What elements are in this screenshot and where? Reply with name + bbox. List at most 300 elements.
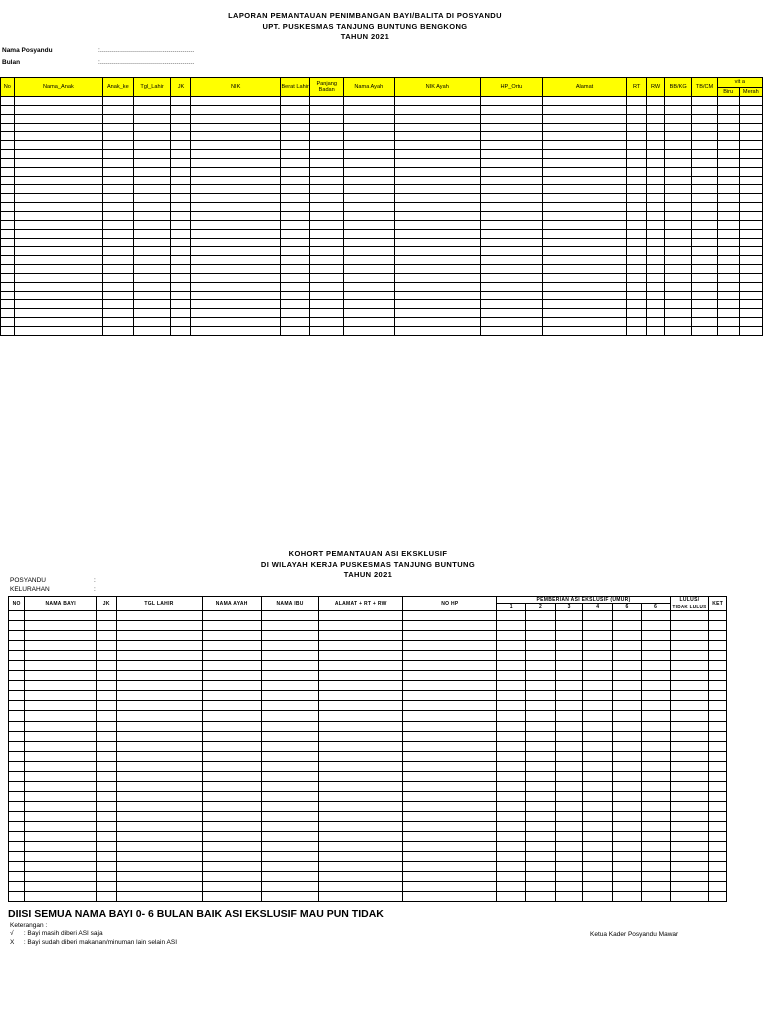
table-cell[interactable] xyxy=(555,621,583,631)
table-cell[interactable] xyxy=(665,185,692,194)
table-cell[interactable] xyxy=(394,203,480,212)
table-cell[interactable] xyxy=(133,167,171,176)
table-cell[interactable] xyxy=(133,150,171,159)
table-cell[interactable] xyxy=(280,273,309,282)
table-cell[interactable] xyxy=(14,309,102,318)
table-cell[interactable] xyxy=(97,711,116,721)
table-cell[interactable] xyxy=(103,167,134,176)
table-cell[interactable] xyxy=(25,791,97,801)
table-cell[interactable] xyxy=(403,751,497,761)
table-cell[interactable] xyxy=(613,731,642,741)
table-cell[interactable] xyxy=(344,123,395,132)
table-cell[interactable] xyxy=(647,300,665,309)
table-cell[interactable] xyxy=(319,741,403,751)
table-cell[interactable] xyxy=(191,203,280,212)
table-cell[interactable] xyxy=(709,852,727,862)
table-cell[interactable] xyxy=(394,220,480,229)
table-cell[interactable] xyxy=(627,318,647,327)
table-cell[interactable] xyxy=(394,282,480,291)
table-cell[interactable] xyxy=(641,731,670,741)
table-cell[interactable] xyxy=(692,123,717,132)
table-cell[interactable] xyxy=(555,892,583,902)
table-cell[interactable] xyxy=(97,821,116,831)
table-cell[interactable] xyxy=(25,892,97,902)
table-cell[interactable] xyxy=(116,681,202,691)
table-cell[interactable] xyxy=(25,801,97,811)
table-cell[interactable] xyxy=(344,141,395,150)
table-cell[interactable] xyxy=(202,872,261,882)
table-cell[interactable] xyxy=(641,631,670,641)
table-cell[interactable] xyxy=(526,751,556,761)
table-cell[interactable] xyxy=(717,105,739,114)
table-cell[interactable] xyxy=(344,273,395,282)
table-cell[interactable] xyxy=(191,273,280,282)
table-cell[interactable] xyxy=(613,611,642,621)
table-cell[interactable] xyxy=(116,641,202,651)
table-cell[interactable] xyxy=(116,761,202,771)
table-cell[interactable] xyxy=(583,691,613,701)
table-cell[interactable] xyxy=(14,211,102,220)
table-cell[interactable] xyxy=(627,309,647,318)
table-cell[interactable] xyxy=(116,631,202,641)
table-cell[interactable] xyxy=(709,621,727,631)
table-cell[interactable] xyxy=(480,265,542,274)
table-cell[interactable] xyxy=(202,791,261,801)
table-cell[interactable] xyxy=(739,97,762,106)
table-cell[interactable] xyxy=(627,247,647,256)
table-cell[interactable] xyxy=(613,842,642,852)
posyandu-field[interactable]: : xyxy=(94,577,97,584)
table-cell[interactable] xyxy=(202,661,261,671)
table-cell[interactable] xyxy=(261,882,318,892)
table-cell[interactable] xyxy=(97,611,116,621)
table-cell[interactable] xyxy=(692,229,717,238)
table-cell[interactable] xyxy=(202,761,261,771)
table-cell[interactable] xyxy=(739,273,762,282)
table-cell[interactable] xyxy=(191,167,280,176)
table-cell[interactable] xyxy=(497,791,526,801)
table-cell[interactable] xyxy=(202,892,261,902)
table-cell[interactable] xyxy=(526,852,556,862)
table-cell[interactable] xyxy=(97,631,116,641)
table-cell[interactable] xyxy=(613,801,642,811)
table-cell[interactable] xyxy=(97,731,116,741)
table-cell[interactable] xyxy=(583,872,613,882)
table-cell[interactable] xyxy=(647,282,665,291)
table-cell[interactable] xyxy=(280,229,309,238)
table-cell[interactable] xyxy=(261,821,318,831)
table-cell[interactable] xyxy=(25,711,97,721)
table-cell[interactable] xyxy=(1,167,15,176)
table-cell[interactable] xyxy=(261,832,318,842)
table-cell[interactable] xyxy=(171,176,191,185)
table-cell[interactable] xyxy=(394,150,480,159)
table-cell[interactable] xyxy=(627,273,647,282)
table-cell[interactable] xyxy=(202,771,261,781)
table-cell[interactable] xyxy=(403,731,497,741)
table-cell[interactable] xyxy=(310,97,344,106)
table-cell[interactable] xyxy=(9,761,25,771)
table-cell[interactable] xyxy=(344,247,395,256)
table-cell[interactable] xyxy=(191,300,280,309)
table-cell[interactable] xyxy=(627,256,647,265)
table-cell[interactable] xyxy=(670,621,709,631)
table-cell[interactable] xyxy=(133,318,171,327)
table-cell[interactable] xyxy=(116,801,202,811)
table-cell[interactable] xyxy=(133,291,171,300)
table-cell[interactable] xyxy=(497,681,526,691)
table-cell[interactable] xyxy=(613,872,642,882)
table-cell[interactable] xyxy=(627,291,647,300)
table-cell[interactable] xyxy=(480,326,542,335)
table-cell[interactable] xyxy=(555,761,583,771)
table-cell[interactable] xyxy=(280,220,309,229)
table-cell[interactable] xyxy=(1,211,15,220)
table-cell[interactable] xyxy=(497,781,526,791)
table-cell[interactable] xyxy=(613,811,642,821)
table-cell[interactable] xyxy=(717,229,739,238)
table-cell[interactable] xyxy=(613,681,642,691)
table-cell[interactable] xyxy=(1,114,15,123)
table-cell[interactable] xyxy=(133,105,171,114)
table-cell[interactable] xyxy=(627,220,647,229)
table-cell[interactable] xyxy=(116,882,202,892)
table-cell[interactable] xyxy=(497,691,526,701)
table-cell[interactable] xyxy=(344,265,395,274)
table-cell[interactable] xyxy=(542,203,626,212)
table-cell[interactable] xyxy=(394,238,480,247)
table-cell[interactable] xyxy=(583,882,613,892)
table-cell[interactable] xyxy=(403,862,497,872)
table-cell[interactable] xyxy=(497,872,526,882)
table-cell[interactable] xyxy=(280,282,309,291)
table-cell[interactable] xyxy=(709,862,727,872)
table-cell[interactable] xyxy=(641,621,670,631)
table-cell[interactable] xyxy=(261,721,318,731)
table-cell[interactable] xyxy=(344,150,395,159)
table-cell[interactable] xyxy=(647,158,665,167)
table-cell[interactable] xyxy=(103,185,134,194)
table-cell[interactable] xyxy=(116,621,202,631)
table-cell[interactable] xyxy=(1,309,15,318)
table-cell[interactable] xyxy=(647,326,665,335)
table-cell[interactable] xyxy=(97,701,116,711)
table-cell[interactable] xyxy=(344,291,395,300)
table-cell[interactable] xyxy=(1,238,15,247)
table-cell[interactable] xyxy=(97,781,116,791)
table-cell[interactable] xyxy=(319,892,403,902)
table-cell[interactable] xyxy=(709,821,727,831)
table-cell[interactable] xyxy=(555,721,583,731)
table-cell[interactable] xyxy=(319,691,403,701)
table-cell[interactable] xyxy=(261,621,318,631)
table-cell[interactable] xyxy=(133,247,171,256)
table-cell[interactable] xyxy=(692,220,717,229)
table-cell[interactable] xyxy=(202,731,261,741)
table-cell[interactable] xyxy=(319,731,403,741)
table-cell[interactable] xyxy=(692,114,717,123)
table-cell[interactable] xyxy=(310,150,344,159)
table-cell[interactable] xyxy=(103,282,134,291)
table-cell[interactable] xyxy=(627,158,647,167)
table-cell[interactable] xyxy=(171,247,191,256)
table-cell[interactable] xyxy=(555,691,583,701)
table-cell[interactable] xyxy=(103,132,134,141)
table-cell[interactable] xyxy=(116,811,202,821)
table-cell[interactable] xyxy=(583,611,613,621)
table-cell[interactable] xyxy=(709,731,727,741)
table-cell[interactable] xyxy=(403,631,497,641)
table-cell[interactable] xyxy=(670,892,709,902)
table-cell[interactable] xyxy=(133,114,171,123)
table-cell[interactable] xyxy=(542,238,626,247)
table-cell[interactable] xyxy=(133,300,171,309)
table-cell[interactable] xyxy=(647,114,665,123)
table-cell[interactable] xyxy=(261,801,318,811)
table-cell[interactable] xyxy=(1,150,15,159)
table-cell[interactable] xyxy=(310,194,344,203)
table-cell[interactable] xyxy=(403,691,497,701)
table-cell[interactable] xyxy=(133,123,171,132)
table-cell[interactable] xyxy=(583,842,613,852)
table-cell[interactable] xyxy=(394,229,480,238)
table-cell[interactable] xyxy=(542,194,626,203)
table-cell[interactable] xyxy=(191,97,280,106)
table-cell[interactable] xyxy=(394,141,480,150)
table-cell[interactable] xyxy=(9,651,25,661)
table-cell[interactable] xyxy=(319,631,403,641)
table-cell[interactable] xyxy=(709,711,727,721)
table-cell[interactable] xyxy=(613,741,642,751)
table-cell[interactable] xyxy=(1,326,15,335)
table-cell[interactable] xyxy=(14,229,102,238)
table-cell[interactable] xyxy=(403,621,497,631)
table-cell[interactable] xyxy=(344,300,395,309)
table-cell[interactable] xyxy=(9,872,25,882)
table-cell[interactable] xyxy=(480,167,542,176)
table-cell[interactable] xyxy=(555,842,583,852)
table-cell[interactable] xyxy=(1,158,15,167)
table-cell[interactable] xyxy=(480,256,542,265)
table-cell[interactable] xyxy=(103,114,134,123)
table-cell[interactable] xyxy=(403,711,497,721)
table-cell[interactable] xyxy=(613,761,642,771)
table-cell[interactable] xyxy=(280,300,309,309)
table-cell[interactable] xyxy=(261,651,318,661)
table-cell[interactable] xyxy=(739,282,762,291)
table-cell[interactable] xyxy=(647,247,665,256)
table-cell[interactable] xyxy=(394,265,480,274)
table-cell[interactable] xyxy=(25,681,97,691)
table-cell[interactable] xyxy=(641,761,670,771)
table-cell[interactable] xyxy=(709,681,727,691)
table-cell[interactable] xyxy=(261,731,318,741)
table-cell[interactable] xyxy=(116,791,202,801)
table-cell[interactable] xyxy=(14,300,102,309)
table-cell[interactable] xyxy=(670,832,709,842)
table-cell[interactable] xyxy=(613,791,642,801)
table-cell[interactable] xyxy=(202,821,261,831)
table-cell[interactable] xyxy=(97,661,116,671)
table-cell[interactable] xyxy=(665,309,692,318)
table-cell[interactable] xyxy=(280,247,309,256)
table-cell[interactable] xyxy=(613,821,642,831)
table-cell[interactable] xyxy=(25,661,97,671)
table-cell[interactable] xyxy=(497,701,526,711)
table-cell[interactable] xyxy=(665,211,692,220)
table-cell[interactable] xyxy=(1,97,15,106)
table-cell[interactable] xyxy=(670,872,709,882)
table-cell[interactable] xyxy=(171,318,191,327)
table-cell[interactable] xyxy=(191,176,280,185)
table-cell[interactable] xyxy=(261,741,318,751)
table-cell[interactable] xyxy=(133,238,171,247)
table-cell[interactable] xyxy=(583,791,613,801)
table-cell[interactable] xyxy=(739,326,762,335)
table-cell[interactable] xyxy=(310,105,344,114)
table-cell[interactable] xyxy=(542,132,626,141)
table-cell[interactable] xyxy=(25,731,97,741)
table-cell[interactable] xyxy=(133,158,171,167)
table-cell[interactable] xyxy=(555,862,583,872)
table-cell[interactable] xyxy=(692,256,717,265)
table-cell[interactable] xyxy=(14,265,102,274)
table-cell[interactable] xyxy=(403,832,497,842)
table-cell[interactable] xyxy=(171,238,191,247)
table-cell[interactable] xyxy=(555,791,583,801)
table-cell[interactable] xyxy=(9,681,25,691)
table-cell[interactable] xyxy=(171,291,191,300)
table-cell[interactable] xyxy=(692,211,717,220)
table-cell[interactable] xyxy=(497,761,526,771)
month-field[interactable]: :............................................... xyxy=(98,59,195,66)
table-cell[interactable] xyxy=(202,701,261,711)
table-cell[interactable] xyxy=(555,631,583,641)
table-cell[interactable] xyxy=(133,185,171,194)
table-cell[interactable] xyxy=(310,247,344,256)
table-cell[interactable] xyxy=(280,238,309,247)
table-cell[interactable] xyxy=(613,671,642,681)
table-cell[interactable] xyxy=(647,291,665,300)
table-cell[interactable] xyxy=(717,158,739,167)
table-cell[interactable] xyxy=(692,132,717,141)
table-cell[interactable] xyxy=(627,176,647,185)
table-cell[interactable] xyxy=(497,611,526,621)
table-cell[interactable] xyxy=(9,811,25,821)
table-cell[interactable] xyxy=(717,132,739,141)
table-cell[interactable] xyxy=(310,167,344,176)
table-cell[interactable] xyxy=(627,167,647,176)
table-cell[interactable] xyxy=(14,326,102,335)
table-cell[interactable] xyxy=(9,711,25,721)
table-cell[interactable] xyxy=(627,203,647,212)
table-cell[interactable] xyxy=(319,821,403,831)
table-cell[interactable] xyxy=(403,761,497,771)
table-cell[interactable] xyxy=(692,194,717,203)
table-cell[interactable] xyxy=(526,691,556,701)
table-cell[interactable] xyxy=(310,203,344,212)
table-cell[interactable] xyxy=(583,821,613,831)
table-cell[interactable] xyxy=(613,781,642,791)
table-cell[interactable] xyxy=(171,326,191,335)
table-cell[interactable] xyxy=(9,741,25,751)
table-cell[interactable] xyxy=(319,791,403,801)
table-cell[interactable] xyxy=(542,105,626,114)
table-cell[interactable] xyxy=(202,781,261,791)
table-cell[interactable] xyxy=(497,621,526,631)
table-cell[interactable] xyxy=(133,220,171,229)
table-cell[interactable] xyxy=(319,721,403,731)
table-cell[interactable] xyxy=(310,318,344,327)
table-cell[interactable] xyxy=(717,194,739,203)
table-cell[interactable] xyxy=(116,751,202,761)
table-cell[interactable] xyxy=(692,141,717,150)
table-cell[interactable] xyxy=(692,176,717,185)
table-cell[interactable] xyxy=(542,326,626,335)
table-cell[interactable] xyxy=(171,114,191,123)
table-cell[interactable] xyxy=(319,661,403,671)
table-cell[interactable] xyxy=(25,882,97,892)
table-cell[interactable] xyxy=(670,611,709,621)
table-cell[interactable] xyxy=(403,892,497,902)
table-cell[interactable] xyxy=(613,771,642,781)
table-cell[interactable] xyxy=(627,132,647,141)
table-cell[interactable] xyxy=(319,761,403,771)
table-cell[interactable] xyxy=(583,862,613,872)
table-cell[interactable] xyxy=(261,862,318,872)
table-cell[interactable] xyxy=(310,114,344,123)
table-cell[interactable] xyxy=(670,801,709,811)
table-cell[interactable] xyxy=(191,123,280,132)
table-cell[interactable] xyxy=(641,691,670,701)
table-cell[interactable] xyxy=(191,282,280,291)
table-cell[interactable] xyxy=(692,185,717,194)
table-cell[interactable] xyxy=(14,185,102,194)
table-cell[interactable] xyxy=(670,711,709,721)
table-cell[interactable] xyxy=(394,123,480,132)
table-cell[interactable] xyxy=(583,811,613,821)
table-cell[interactable] xyxy=(280,167,309,176)
table-cell[interactable] xyxy=(542,150,626,159)
table-cell[interactable] xyxy=(103,220,134,229)
table-cell[interactable] xyxy=(526,641,556,651)
table-cell[interactable] xyxy=(103,318,134,327)
table-cell[interactable] xyxy=(319,671,403,681)
table-cell[interactable] xyxy=(25,751,97,761)
table-cell[interactable] xyxy=(202,641,261,651)
table-cell[interactable] xyxy=(480,309,542,318)
table-cell[interactable] xyxy=(670,811,709,821)
table-cell[interactable] xyxy=(116,872,202,882)
table-cell[interactable] xyxy=(641,862,670,872)
table-cell[interactable] xyxy=(627,229,647,238)
table-cell[interactable] xyxy=(670,852,709,862)
table-cell[interactable] xyxy=(647,132,665,141)
table-cell[interactable] xyxy=(394,194,480,203)
table-cell[interactable] xyxy=(9,882,25,892)
table-cell[interactable] xyxy=(344,185,395,194)
table-cell[interactable] xyxy=(116,731,202,741)
table-cell[interactable] xyxy=(344,229,395,238)
table-cell[interactable] xyxy=(641,892,670,902)
table-cell[interactable] xyxy=(526,781,556,791)
table-cell[interactable] xyxy=(394,185,480,194)
table-cell[interactable] xyxy=(613,721,642,731)
table-cell[interactable] xyxy=(310,256,344,265)
table-cell[interactable] xyxy=(692,326,717,335)
table-cell[interactable] xyxy=(103,326,134,335)
table-cell[interactable] xyxy=(526,621,556,631)
